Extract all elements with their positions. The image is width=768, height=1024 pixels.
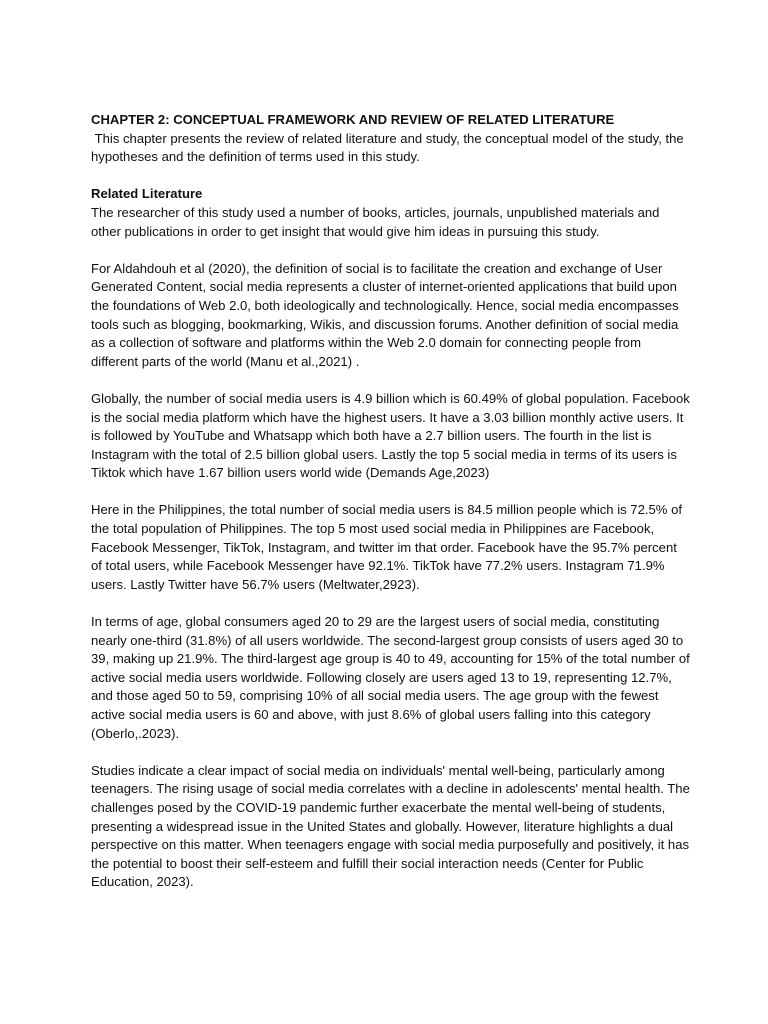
section-heading: Related Literature (91, 186, 203, 202)
paragraph-philippines-users: Here in the Philippines, the total number of social media users is 84.5 million people which is 72.5% of the total population of Philippines. The top 5 most used social media in Philippines are Facebook, Facebook Messenger, TikTok, Instagram, and twitter im that order. Facebook have the 95.7% percent of total users, while Facebook Messenger have 92.1%. TikTok have 77.2% users. Instagram 71.9% users. Lastly Twitter have 56.7% users (Meltwater,2923). (91, 502, 682, 592)
paragraph-mental-wellbeing: Studies indicate a clear impact of social media on individuals' mental well-being, particularly among teenagers. The rising usage of social media correlates with a decline in adolescents' mental health. The challenges posed by the COVID-19 pandemic further exacerbate the mental well-being of students, presenting a widespread issue in the United States and globally. However, literature highlights a dual perspective on this matter. When teenagers engage with social media purposefully and positively, it has the potential to boost their self-esteem and fulfill their social interaction needs (Center for Public Education, 2023). (91, 762, 690, 890)
chapter-title: CHAPTER 2: CONCEPTUAL FRAMEWORK AND REVIEW OF RELATED LITERATURE (91, 112, 615, 127)
paragraph-researcher: The researcher of this study used a number of books, articles, journals, unpublished materials and other publications in order to get insight that would give him ideas in pursuing this study. (91, 204, 660, 239)
paragraph-age-groups: In terms of age, global consumers aged 20 to 29 are the largest users of social media, constituting nearly one-third (31.8%) of all users worldwide. The second-largest group consists of users aged 30 to 39, making up 21.9%. The third-largest age group is 40 to 49, accounting for 15% of the total number of active social media users worldwide. Following closely are users aged 13 to 19, representing 12.7%, and those aged 50 to 59, comprising 10% of all social media users. The age group with the fewest active social media users is 60 and above, with just 8.6% of global users falling into this category (Oberlo,.2023). (91, 614, 690, 741)
paragraph-social-media-definition: For Aldahdouh et al (2020), the definition of social is to facilitate the creation and exchange of User Generated Content, social media represents a cluster of internet-oriented applications that build upon the foundations of Web 2.0, both ideologically and technologically. Hence, social media encompasses tools such as blogging, bookmarking, Wikis, and discussion forums. Another definition of social media as a collection of software and platforms within the Web 2.0 domain for connecting people from different parts of the world (Manu et al.,2021) . (91, 260, 679, 369)
document-body (91, 111, 691, 911)
paragraph-global-users: Globally, the number of social media users is 4.9 billion which is 60.49% of global population. Facebook is the social media platform which have the highest users. It have a 3.03 billion monthly active users. It is followed by YouTube and Whatsapp which both have a 2.7 billion users. The fourth in the list is Instagram with the total of 2.5 billion global users. Lastly the top 5 social media in terms of its users is Tiktok which have 1.67 billion users world wide (Demands Age,2023) (91, 390, 690, 481)
intro-paragraph: This chapter presents the review of related literature and study, the conceptual model of the study, the hypotheses and the definition of terms used in this study. (91, 130, 688, 165)
